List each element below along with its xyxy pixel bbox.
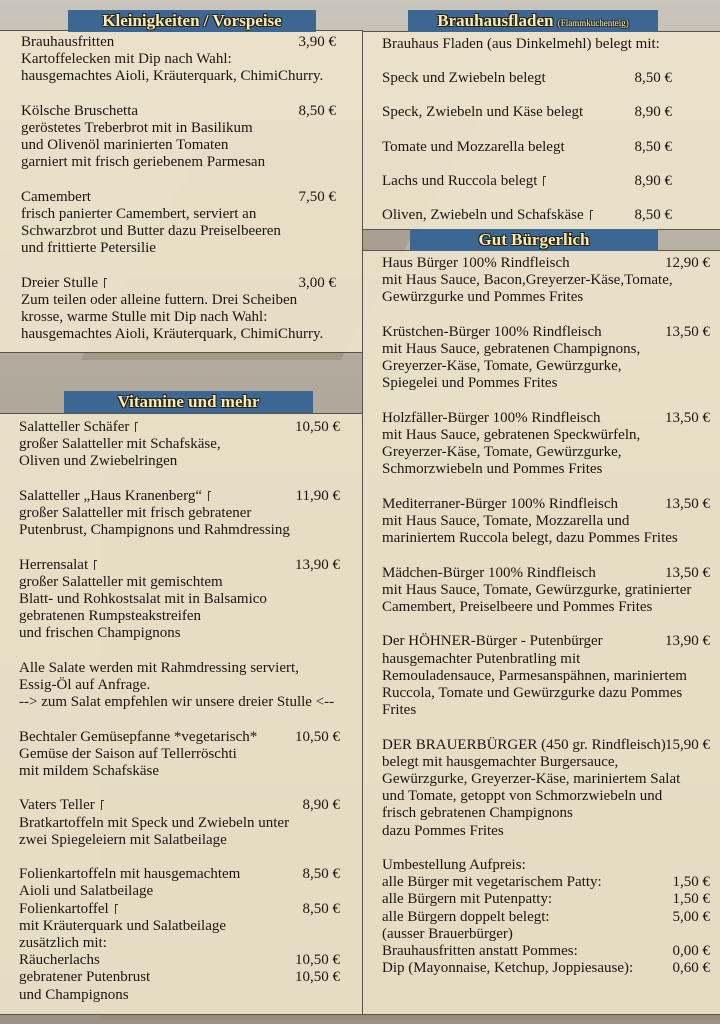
menu-item-price: 10,50 € bbox=[295, 728, 340, 745]
menu-item-title bbox=[19, 729, 257, 746]
menu-item-line bbox=[19, 832, 227, 849]
menu-item-text: hausgemachtes Aioli, Kräuterquark, ChimiChurry. bbox=[21, 68, 324, 85]
menu-item-line bbox=[19, 453, 177, 470]
menu-item-text: und frischen Champignons bbox=[19, 625, 181, 642]
menu-item-price: 13,90 € bbox=[665, 633, 710, 650]
menu-item-price: 11,90 € bbox=[295, 487, 340, 504]
menu-item-price: 8,50 € bbox=[634, 207, 672, 223]
vegetarian-icon bbox=[101, 800, 104, 810]
menu-item-title bbox=[21, 34, 114, 51]
menu-item-text: Mädchen-Bürger 100% Rindfleisch bbox=[382, 564, 596, 581]
menu-item-text: hausgemachtes Aioli, Kräuterquark, ChimiChurry. bbox=[21, 326, 324, 343]
menu-item-line bbox=[21, 206, 256, 223]
menu-item-line bbox=[19, 969, 150, 986]
menu-item-line bbox=[19, 883, 153, 900]
menu-item-title bbox=[21, 103, 138, 120]
menu-item-price: 12,90 € bbox=[665, 255, 710, 271]
menu-item-line bbox=[21, 223, 281, 240]
menu-item-line bbox=[382, 926, 513, 943]
menu-item-price: 13,90 € bbox=[295, 556, 340, 573]
menu-item-text: mit Haus Sauce, Tomate, Mozzarella und bbox=[382, 513, 630, 529]
menu-item-text: Camembert, Preiselbeere und Pommes Frites bbox=[382, 599, 653, 615]
menu-item-text: Camembert bbox=[21, 188, 91, 205]
menu-item-line bbox=[19, 918, 226, 935]
menu-item-title bbox=[382, 104, 583, 121]
menu-item-title bbox=[382, 70, 546, 87]
menu-item-text: Bratkartoffeln mit Speck und Zwiebeln unter bbox=[19, 814, 290, 831]
menu-item-text: und Tomate, getoppt von Schmorzwiebeln und bbox=[382, 788, 663, 805]
menu-item-text: alle Bürgern doppelt belegt: bbox=[382, 908, 550, 925]
menu-item-text: Lachs und Ruccola belegt bbox=[382, 172, 538, 189]
menu-item-text: Greyerzer-Käse, Tomate, Gewürzgurke, bbox=[382, 444, 622, 461]
menu-item-text: und Olivenöl marinierten Tomaten bbox=[21, 137, 229, 154]
menu-item-text: großer Salatteller mit frisch gebratener bbox=[19, 505, 252, 521]
menu-item-text: Gewürzgurke und Pommes Frites bbox=[382, 289, 584, 306]
menu-item-text: Speck, Zwiebeln und Käse belegt bbox=[382, 104, 584, 121]
menu-item-title bbox=[382, 255, 570, 272]
menu-item-text: Aioli und Salatbeilage bbox=[19, 883, 154, 900]
header-fladen-subtitle: (Flammkuchenteig) bbox=[557, 18, 629, 28]
menu-item-line bbox=[19, 987, 129, 1004]
vegetarian-icon bbox=[94, 560, 97, 570]
menu-item-text: Brauhaus Fladen (aus Dinkelmehl) belegt mit: bbox=[382, 36, 660, 52]
menu-item-price: 3,90 € bbox=[298, 34, 336, 50]
menu-item-price: 10,50 € bbox=[295, 952, 340, 969]
menu-item-text: Spiegelei und Pommes Frites bbox=[382, 375, 558, 392]
menu-item-text: mit Haus Sauce, gebratenen Champignons, bbox=[382, 341, 641, 357]
menu-item-text: Krüstchen-Bürger 100% Rindfleisch bbox=[382, 323, 602, 340]
menu-item-line bbox=[19, 574, 223, 591]
menu-item-text: gebratener Putenbrust bbox=[19, 969, 151, 986]
menu-item-title bbox=[21, 189, 91, 206]
menu-item-text: großer Salatteller mit Schafskäse, bbox=[19, 436, 221, 453]
menu-item-title bbox=[19, 488, 211, 505]
menu-item-line bbox=[21, 292, 297, 309]
menu-item-line bbox=[382, 375, 557, 392]
menu-item-price: 10,50 € bbox=[295, 969, 340, 986]
menu-item-text: Gewürzgurke, Greyerzer-Käse, mariniertem Salat bbox=[382, 771, 681, 787]
menu-item-text: Speck und Zwiebeln belegt bbox=[382, 70, 546, 87]
menu-item-price: 8,90 € bbox=[634, 104, 672, 121]
menu-item-line bbox=[382, 771, 680, 788]
menu-item-title bbox=[382, 857, 526, 874]
menu-item-line bbox=[21, 309, 267, 326]
menu-item-line bbox=[382, 874, 602, 891]
menu-item-line bbox=[19, 935, 107, 952]
menu-item-text: Greyerzer-Käse, Tomate, Gewürzgurke, bbox=[382, 358, 622, 375]
menu-item-text: Schwarzbrot und Butter dazu Preiselbeeren bbox=[21, 223, 281, 240]
menu-item-line bbox=[382, 513, 629, 530]
menu-item-text: mit mildem Schafskäse bbox=[19, 763, 159, 779]
menu-item-text: belegt mit hausgemachter Burgersauce, bbox=[382, 753, 619, 770]
panel-fladen bbox=[362, 31, 720, 230]
menu-item-text: Remouladensauce, Parmesanspähnen, mariniertem bbox=[382, 667, 687, 684]
menu-item-text: zusätzlich mit: bbox=[19, 935, 107, 951]
menu-item-line bbox=[382, 272, 673, 289]
menu-item-line bbox=[382, 651, 580, 668]
menu-item-text: Tomate und Mozzarella belegt bbox=[382, 138, 565, 155]
menu-item-text: und frittierte Petersilie bbox=[21, 240, 156, 257]
menu-item-text: frisch gebratenen Champignons bbox=[382, 805, 573, 822]
menu-item-text: Haus Bürger 100% Rindfleisch bbox=[382, 255, 570, 271]
menu-item-line bbox=[21, 326, 323, 343]
header-buergerlich bbox=[410, 229, 658, 251]
menu-item-text: Bechtaler Gemüsepfanne *vegetarisch* bbox=[19, 728, 258, 745]
menu-item-price: 1,50 € bbox=[672, 891, 710, 908]
menu-item-text: Räucherlachs bbox=[19, 952, 100, 969]
menu-item-line bbox=[21, 51, 232, 68]
menu-item-price: 13,50 € bbox=[665, 495, 710, 512]
menu-item-text: Oliven, Zwiebeln und Schafskäse bbox=[382, 207, 584, 223]
menu-item-line bbox=[21, 68, 323, 85]
vegetarian-icon bbox=[135, 422, 138, 432]
menu-item-line bbox=[19, 591, 267, 608]
menu-item-line bbox=[19, 505, 251, 522]
menu-item-text: Blatt- und Rohkostsalat mit in Balsamico bbox=[19, 591, 267, 607]
menu-item-line bbox=[382, 788, 662, 805]
header-vitamine-title: Vitamine und mehr bbox=[117, 392, 260, 411]
menu-item-text: Salatteller „Haus Kranenberg“ bbox=[19, 487, 202, 504]
menu-item-line bbox=[19, 436, 221, 453]
vegetarian-icon bbox=[104, 278, 107, 288]
menu-item-price: 0,00 € bbox=[672, 943, 710, 959]
menu-item-text: Salatteller Schäfer bbox=[19, 419, 130, 435]
menu-item-line bbox=[21, 120, 253, 137]
menu-item-text: Brauhausfritten bbox=[21, 34, 115, 50]
menu-item-line bbox=[382, 702, 416, 719]
menu-item-price: 13,50 € bbox=[665, 564, 710, 581]
menu-item-price: 1,50 € bbox=[672, 874, 710, 891]
menu-item-text: --> zum Salat empfehlen wir unsere dreier Stulle <-- bbox=[19, 694, 335, 711]
menu-item-line bbox=[382, 530, 678, 547]
menu-item-title bbox=[19, 419, 138, 436]
menu-item-line bbox=[19, 901, 118, 918]
header-fladen-title: Brauhausfladen bbox=[437, 11, 554, 30]
menu-item-text: Dip (Mayonnaise, Ketchup, Joppiesause): bbox=[382, 960, 634, 977]
menu-item-text: (ausser Brauerbürger) bbox=[382, 925, 513, 942]
menu-item-line bbox=[21, 154, 265, 171]
menu-item-line bbox=[382, 685, 682, 702]
menu-item-title bbox=[21, 275, 107, 292]
header-kleinigkeiten bbox=[68, 10, 316, 32]
vegetarian-icon bbox=[543, 176, 546, 186]
menu-item-title bbox=[382, 139, 565, 156]
menu-item-title bbox=[382, 324, 602, 341]
vegetarian-icon bbox=[115, 904, 118, 914]
menu-item-price: 3,00 € bbox=[298, 274, 336, 291]
menu-item-title bbox=[19, 557, 97, 574]
menu-item-title bbox=[382, 207, 593, 224]
menu-item-price: 13,50 € bbox=[665, 323, 710, 340]
menu-item-line bbox=[382, 943, 578, 960]
header-buergerlich-title: Gut Bürgerlich bbox=[478, 230, 590, 249]
menu-item-price: 8,50 € bbox=[634, 70, 672, 87]
menu-item-text: Putenbrust, Champignons und Rahmdressing bbox=[19, 522, 290, 539]
menu-item-text: garniert mit frisch geriebenem Parmesan bbox=[21, 154, 266, 171]
menu-item-text: geröstetes Treberbrot mit in Basilikum bbox=[21, 120, 253, 136]
menu-item-price: 8,90 € bbox=[634, 172, 672, 189]
menu-item-text: Essig-Öl auf Anfrage. bbox=[19, 677, 151, 693]
menu-item-line bbox=[382, 582, 691, 599]
menu-item-text: Zum teilen oder alleine futtern. Drei Scheiben bbox=[21, 292, 298, 308]
menu-item-text: frisch panierter Camembert, serviert an bbox=[21, 206, 257, 222]
menu-item-line bbox=[19, 746, 237, 763]
menu-item-line bbox=[19, 952, 100, 969]
menu-item-text: mit Haus Sauce, gebratenen Speckwürfeln, bbox=[382, 427, 641, 443]
menu-item-title bbox=[19, 660, 299, 677]
menu-item-line bbox=[19, 522, 290, 539]
menu-item-text: mariniertem Ruccola belegt, dazu Pommes Frites bbox=[382, 530, 678, 547]
menu-item-text: zwei Spiegeleiern mit Salatbeilage bbox=[19, 831, 227, 848]
menu-item-line bbox=[382, 341, 640, 358]
menu-item-text: Herrensalat bbox=[19, 556, 89, 573]
menu-item-text: Der HÖHNER-Bürger - Putenbürger bbox=[382, 633, 603, 650]
menu-item-text: Umbestellung Aufpreis: bbox=[382, 857, 526, 873]
menu-item-line bbox=[382, 960, 633, 977]
menu-item-line bbox=[19, 677, 150, 694]
menu-item-line bbox=[19, 608, 201, 625]
menu-item-text: und Champignons bbox=[19, 986, 129, 1003]
menu-item-text: mit Kräuterquark und Salatbeilage bbox=[19, 917, 227, 934]
menu-item-text: Vaters Teller bbox=[19, 797, 95, 814]
menu-item-text: Dreier Stulle bbox=[21, 274, 99, 291]
menu-item-title bbox=[382, 173, 546, 190]
menu-item-text: dazu Pommes Frites bbox=[382, 822, 504, 839]
menu-item-title bbox=[382, 565, 596, 582]
menu-item-text: großer Salatteller mit gemischtem bbox=[19, 573, 223, 590]
header-kleinigkeiten-title: Kleinigkeiten / Vorspeise bbox=[102, 11, 282, 30]
menu-item-text: mit Haus Sauce, Tomate, Gewürzgurke, gratinierter bbox=[382, 581, 692, 598]
menu-item-line bbox=[382, 668, 687, 685]
menu-item-line bbox=[382, 891, 552, 908]
menu-item-line bbox=[382, 805, 573, 822]
menu-item-title bbox=[382, 496, 618, 513]
menu-item-line bbox=[382, 823, 504, 840]
menu-item-price: 8,50 € bbox=[634, 138, 672, 155]
menu-item-line bbox=[382, 461, 602, 478]
menu-item-text: Folienkartoffeln mit hausgemachtem bbox=[19, 866, 241, 883]
menu-item-text: mit Haus Sauce, Bacon,Greyerzer-Käse,Tomate, bbox=[382, 272, 673, 289]
menu-item-title bbox=[19, 797, 104, 814]
menu-item-title bbox=[19, 866, 240, 883]
menu-item-line bbox=[382, 599, 652, 616]
menu-item-price: 0,60 € bbox=[672, 960, 710, 977]
menu-item-text: Frites bbox=[382, 702, 417, 719]
menu-item-text: Brauhausfritten anstatt Pommes: bbox=[382, 943, 578, 959]
menu-item-text: Mediterraner-Bürger 100% Rindfleisch bbox=[382, 495, 619, 512]
menu-item-price: 8,90 € bbox=[302, 797, 340, 814]
header-fladen bbox=[408, 10, 658, 32]
menu-item-text: Gemüse der Saison auf Tellerröschti bbox=[19, 745, 237, 762]
menu-item-text: hausgemachter Putenbratling mit bbox=[382, 650, 581, 667]
menu-item-price: 8,50 € bbox=[298, 102, 336, 119]
menu-item-line bbox=[19, 815, 289, 832]
menu-item-text: Oliven und Zwiebelringen bbox=[19, 453, 178, 470]
menu-item-title bbox=[382, 633, 603, 650]
menu-item-text: DER BRAUERBÜRGER (450 gr. Rindfleisch) bbox=[382, 736, 666, 753]
menu-item-line bbox=[382, 289, 583, 306]
menu-item-line bbox=[382, 909, 550, 926]
menu-item-line bbox=[19, 763, 159, 780]
menu-item-text: krosse, warme Stulle mit Dip nach Wahl: bbox=[21, 309, 268, 326]
menu-item-text: Kartoffelecken mit Dip nach Wahl: bbox=[21, 51, 232, 68]
menu-item-line bbox=[21, 137, 228, 154]
menu-item-price: 7,50 € bbox=[298, 188, 336, 205]
menu-item-line bbox=[382, 754, 618, 771]
menu-item-title bbox=[382, 737, 666, 754]
menu-item-line bbox=[382, 444, 622, 461]
menu-item-line bbox=[382, 427, 640, 444]
menu-item-price: 8,50 € bbox=[302, 866, 340, 883]
menu-item-line bbox=[21, 240, 156, 257]
menu-item-text: Ruccola, Tomate und Gewürzgurke dazu Pommes bbox=[382, 685, 683, 701]
menu-item-text: Alle Salate werden mit Rahmdressing serviert, bbox=[19, 659, 299, 676]
menu-item-text: Folienkartoffel bbox=[19, 900, 109, 917]
menu-item-price: 10,50 € bbox=[295, 419, 340, 435]
menu-item-line bbox=[19, 694, 334, 711]
menu-item-price: 5,00 € bbox=[672, 908, 710, 925]
menu-item-title bbox=[382, 36, 660, 53]
menu-item-text: gebratenen Rumpsteakstreifen bbox=[19, 608, 202, 625]
menu-item-text: Kölsche Bruschetta bbox=[21, 102, 139, 119]
vegetarian-icon bbox=[208, 491, 211, 501]
menu-item-text: alle Bürger mit vegetarischem Patty: bbox=[382, 874, 602, 891]
menu-item-line bbox=[19, 625, 181, 642]
menu-item-price: 15,90 € bbox=[665, 736, 710, 753]
menu-item-text: alle Bürgern mit Putenpatty: bbox=[382, 891, 553, 908]
menu-item-text: Holzfäller-Bürger 100% Rindfleisch bbox=[382, 409, 601, 426]
header-vitamine bbox=[64, 391, 313, 413]
menu-item-price: 13,50 € bbox=[665, 409, 710, 426]
menu-item-text: Schmorzwiebeln und Pommes Frites bbox=[382, 461, 603, 478]
menu-item-line bbox=[382, 358, 622, 375]
menu-item-title bbox=[382, 410, 601, 427]
menu-item-price: 8,50 € bbox=[302, 900, 340, 917]
